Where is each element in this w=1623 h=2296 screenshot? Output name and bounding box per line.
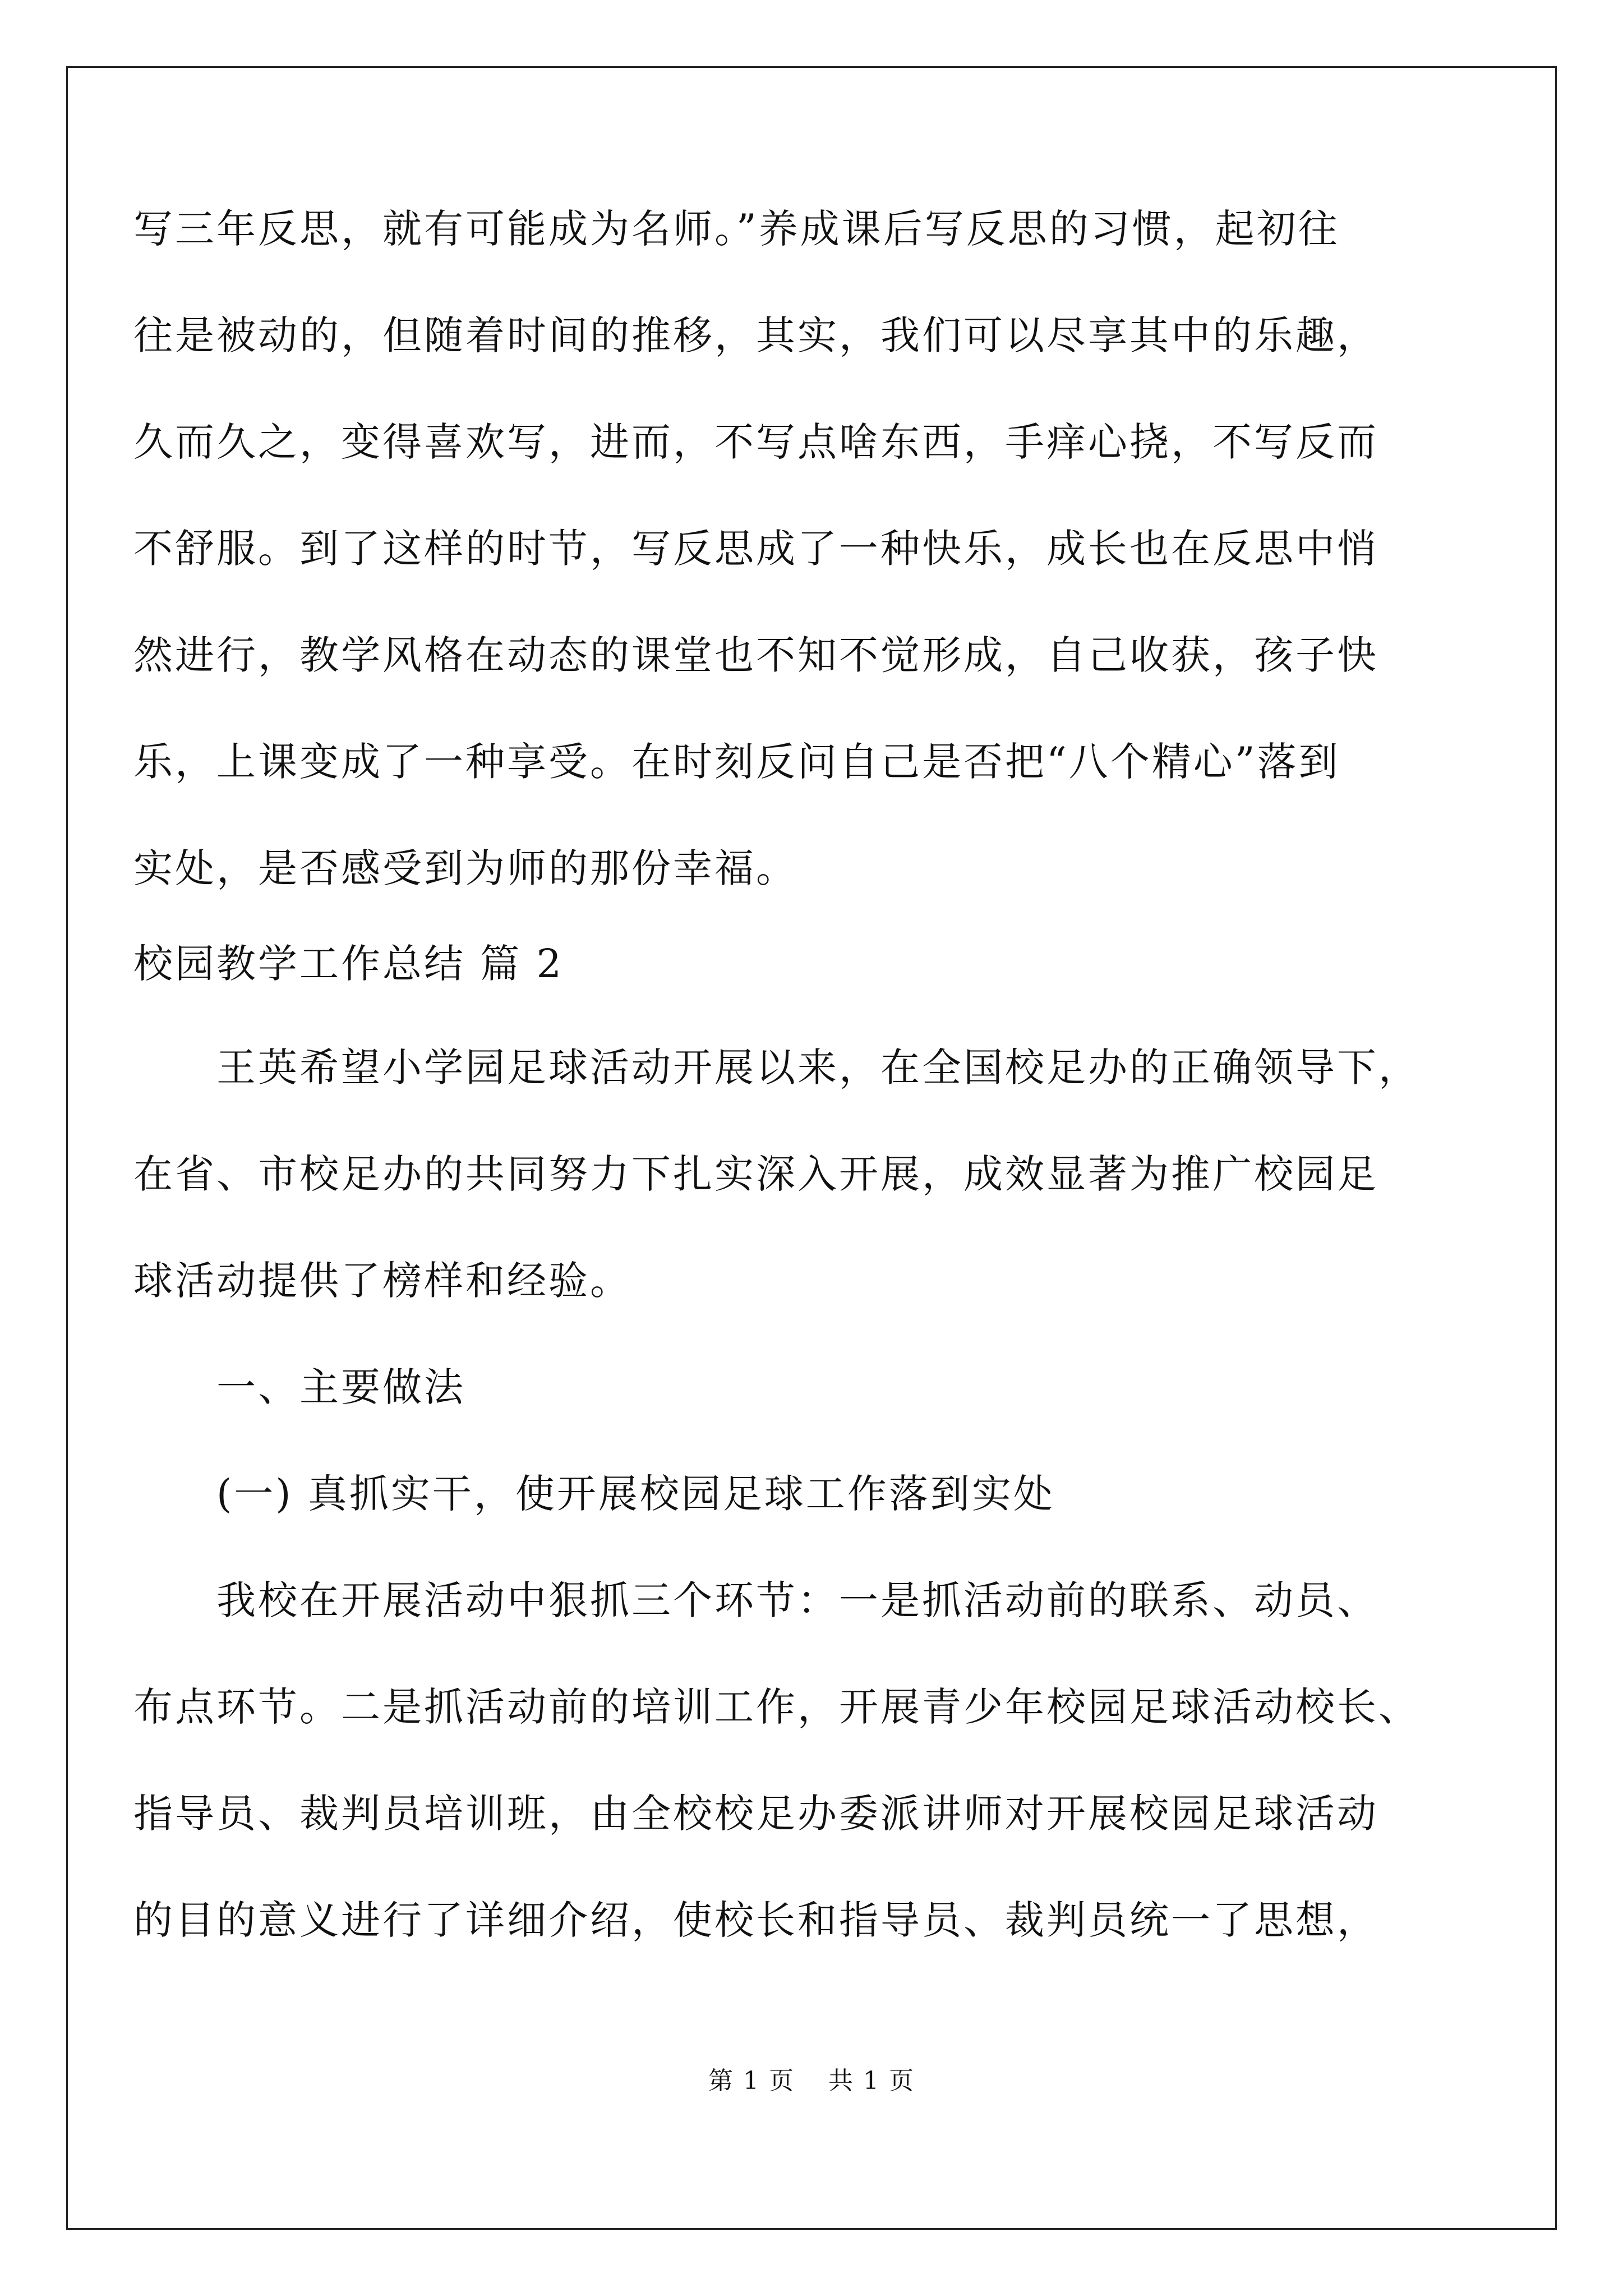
paragraph-line: 乐，上课变成了一种享受。在时刻反问自己是否把“八个精心”落到 [133,739,1340,785]
paragraph-line: 久而久之，变得喜欢写，进而，不写点啥东西，手痒心挠，不写反而 [133,419,1378,465]
page-number: 第 1 页 [708,2067,795,2095]
paragraph-line: 布点环节。二是抓活动前的培训工作，开展青少年校园足球活动校长、 [133,1684,1420,1730]
subheading: 一、主要做法 [216,1364,465,1410]
subheading: (一) 真抓实干，使开展校园足球工作落到实处 [216,1471,1055,1517]
paragraph-line: 往是被动的，但随着时间的推移，其实，我们可以尽享其中的乐趣， [133,312,1378,358]
paragraph-line: 指导员、裁判员培训班，由全校校足办委派讲师对开展校园足球活动 [133,1791,1378,1837]
paragraph-line: 王英希望小学园足球活动开展以来，在全国校足办的正确领导下， [216,1045,1420,1091]
paragraph-line: 不舒服。到了这样的时节，写反思成了一种快乐，成长也在反思中悄 [133,526,1378,572]
paragraph-line: 在省、市校足办的共同努力下扎实深入开展，成效显著为推广校园足 [133,1151,1378,1197]
paragraph-line: 写三年反思，就有可能成为名师。”养成课后写反思的习惯，起初往 [133,206,1340,252]
paragraph-line: 实处，是否感受到为师的那份幸福。 [133,845,797,891]
page-total: 共 1 页 [828,2067,915,2095]
section-heading: 校园教学工作总结 篇 2 [133,941,564,987]
page-footer [0,2064,1623,2098]
paragraph-line: 的目的意义进行了详细介绍，使校长和指导员、裁判员统一了思想， [133,1897,1378,1943]
paragraph-line: 然进行，教学风格在动态的课堂也不知不觉形成，自己收获，孩子快 [133,632,1378,678]
paragraph-line: 球活动提供了榜样和经验。 [133,1258,631,1304]
paragraph-line: 我校在开展活动中狠抓三个环节：一是抓活动前的联系、动员、 [216,1577,1378,1623]
